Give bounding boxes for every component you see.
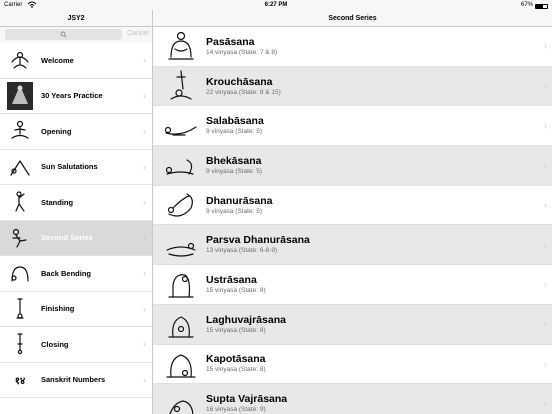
chevron-right-icon: › xyxy=(143,268,146,279)
welcome-icon xyxy=(7,46,33,74)
chevron-right-icon: › xyxy=(143,197,146,208)
asana-row[interactable] xyxy=(153,186,552,226)
chevron-right-icon: › xyxy=(143,232,146,243)
asana-row[interactable] xyxy=(153,345,552,385)
asana-row[interactable] xyxy=(153,265,552,305)
sanskrit-numeral-icon xyxy=(7,366,33,394)
asana-detail: 13 vinyasa (State: 6-8-9) xyxy=(206,247,278,255)
chevron-right-icon: › xyxy=(544,279,547,290)
chevron-right-icon: › xyxy=(544,81,547,92)
sidebar-item-label: Finishing xyxy=(41,304,75,314)
chevron-right-icon: › xyxy=(544,120,547,131)
pasasana-pose-icon xyxy=(161,28,201,64)
chevron-right-icon: › xyxy=(143,161,146,172)
asana-detail: 16 vinyasa (State: 9) xyxy=(206,406,266,414)
chevron-right-icon: › xyxy=(544,358,547,369)
sidebar-item-label: Welcome xyxy=(41,55,74,65)
downward-dog-icon xyxy=(7,153,33,181)
sidebar-item-standing[interactable] xyxy=(0,185,152,221)
split-divider xyxy=(152,0,153,414)
sidebar-item-welcome[interactable] xyxy=(0,43,152,79)
asana-detail: 9 vinyasa (State: 5) xyxy=(206,167,262,175)
asana-name: Pasāsana xyxy=(206,35,255,48)
chevron-right-icon: › xyxy=(143,303,146,314)
asana-detail: 22 vinyasa (State: 8 & 15) xyxy=(206,88,281,96)
asana-row[interactable] xyxy=(153,384,552,414)
parsva-dhanurasana-pose-icon xyxy=(161,227,201,263)
chevron-right-icon: › xyxy=(143,339,146,350)
ustrasana-pose-icon xyxy=(161,266,201,302)
sidebar-item-30-years-practice[interactable] xyxy=(0,79,152,115)
chevron-right-icon: › xyxy=(143,126,146,137)
main-navbar xyxy=(153,10,552,27)
krounchasana-pose-icon xyxy=(161,68,201,104)
standing-pose-icon xyxy=(7,188,33,216)
salabhasana-pose-icon xyxy=(161,108,201,144)
kapotasana-pose-icon xyxy=(161,346,201,382)
asana-name: Krouchāsana xyxy=(206,75,273,88)
asana-detail: 15 vinyasa (State: 8) xyxy=(206,286,266,294)
asana-detail: 9 vinyasa (State: 5) xyxy=(206,128,262,136)
asana-name: Kapotāsana xyxy=(206,353,266,366)
asana-row[interactable] xyxy=(153,106,552,146)
sidebar-item-label: Sun Salutations xyxy=(41,162,98,172)
sidebar-item-label: Sanskrit Numbers xyxy=(41,375,106,385)
supta-vajrasana-pose-icon xyxy=(161,386,201,414)
bhekasana-pose-icon xyxy=(161,147,201,183)
asana-list xyxy=(153,27,552,414)
closing-pose-icon xyxy=(7,330,33,358)
asana-name: Parsva Dhanurāsana xyxy=(206,234,310,247)
search-icon xyxy=(60,31,67,38)
asana-name: Bhekāsana xyxy=(206,154,262,167)
sidebar-item-back-bending[interactable] xyxy=(0,256,152,292)
asana-detail: 15 vinyasa (State: 8) xyxy=(206,326,266,334)
chevron-right-icon: › xyxy=(544,41,547,52)
carrier-label: Carrier xyxy=(4,2,23,8)
chevron-right-icon: › xyxy=(544,319,547,330)
laghuvajrasana-pose-icon xyxy=(161,306,201,342)
asana-name: Salabāsana xyxy=(206,115,264,128)
asana-detail: 15 vinyasa (State: 8) xyxy=(206,366,266,374)
asana-name: Dhanurāsana xyxy=(206,194,273,207)
main-title: Second Series xyxy=(328,15,377,22)
sidebar-item-label: Opening xyxy=(41,126,72,136)
asana-row[interactable] xyxy=(153,225,552,265)
search-input[interactable] xyxy=(5,29,122,40)
status-bar xyxy=(0,0,552,10)
second-series-icon xyxy=(7,224,33,252)
sidebar-item-finishing[interactable] xyxy=(0,292,152,328)
sidebar-navbar xyxy=(0,10,152,27)
asana-name: Supta Vajrāsana xyxy=(206,393,288,406)
sidebar-item-second-series[interactable] xyxy=(0,221,152,257)
sidebar-item-label: Standing xyxy=(41,197,74,207)
asana-detail: 14 vinyasa (State: 7 & 8) xyxy=(206,48,278,56)
battery-indicator xyxy=(521,0,548,10)
chevron-right-icon: › xyxy=(544,398,547,409)
status-time: 6:27 PM xyxy=(264,2,288,8)
sidebar-item-label: Back Bending xyxy=(41,268,92,278)
chevron-right-icon: › xyxy=(143,90,146,101)
cancel-button[interactable]: Cancel xyxy=(127,30,149,37)
chevron-right-icon: › xyxy=(143,374,146,385)
sidebar-list xyxy=(0,43,152,398)
asana-row[interactable] xyxy=(153,27,552,67)
asana-row[interactable] xyxy=(153,67,552,107)
asana-row[interactable] xyxy=(153,146,552,186)
search-bar xyxy=(0,27,152,43)
chevron-right-icon: › xyxy=(544,239,547,250)
headstand-icon xyxy=(7,295,33,323)
battery-icon xyxy=(535,4,548,9)
backbend-icon xyxy=(7,259,33,287)
asana-row[interactable] xyxy=(153,305,552,345)
sidebar-item-label: Second Series xyxy=(41,233,93,243)
sidebar-title: JSY2 xyxy=(67,15,85,22)
sidebar-item-closing[interactable] xyxy=(0,327,152,363)
sidebar-item-label: Closing xyxy=(41,339,69,349)
sidebar-item-label: 30 Years Practice xyxy=(41,91,103,101)
chevron-right-icon: › xyxy=(544,200,547,211)
chevron-right-icon: › xyxy=(544,160,547,171)
seated-pose-icon xyxy=(7,117,33,145)
chevron-right-icon: › xyxy=(143,55,146,66)
battery-percent: 67% xyxy=(520,2,533,8)
asana-name: Laghuvajrāsana xyxy=(206,313,286,326)
sanskrit-numeral-text: १४ xyxy=(14,375,26,387)
sidebar-item-opening[interactable] xyxy=(0,114,152,150)
sidebar-item-sun-salutations[interactable] xyxy=(0,150,152,186)
photo-thumbnail xyxy=(7,82,33,110)
sidebar-item-sanskrit-numbers[interactable] xyxy=(0,363,152,399)
asana-detail: 9 vinyasa (State: 5) xyxy=(206,207,262,215)
asana-name: Ustrāsana xyxy=(206,273,257,286)
dhanurasana-pose-icon xyxy=(161,187,201,223)
